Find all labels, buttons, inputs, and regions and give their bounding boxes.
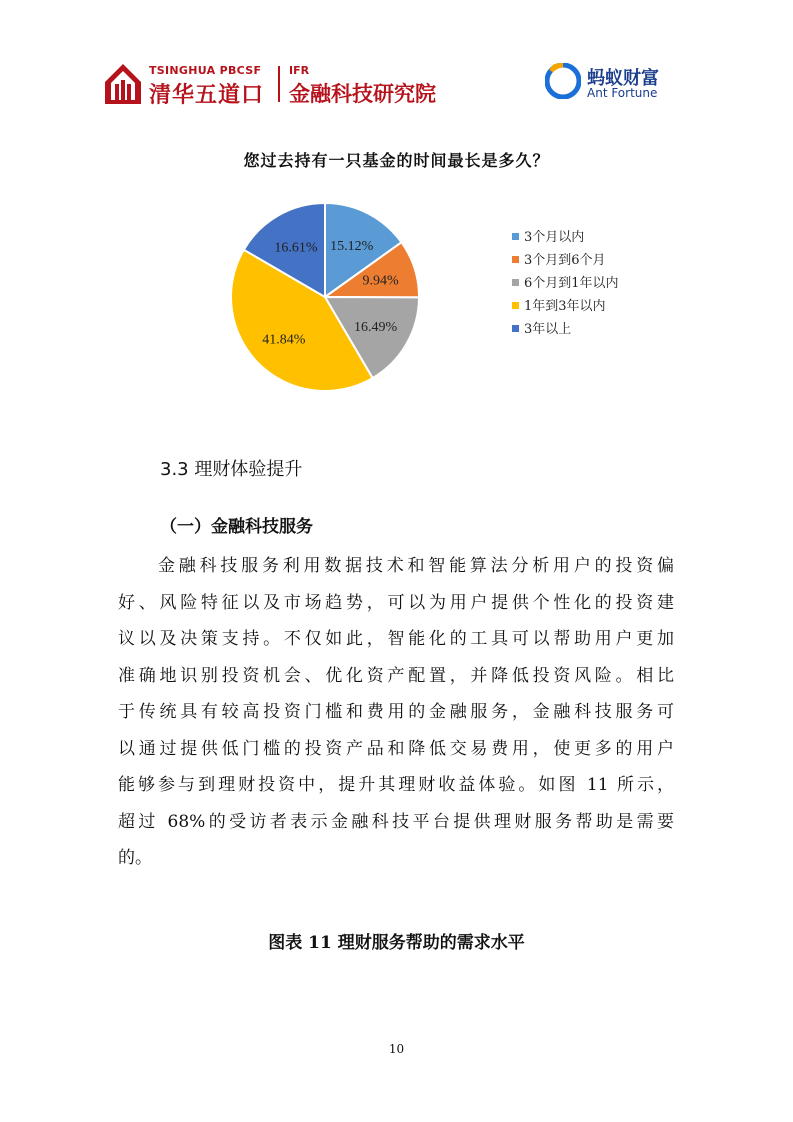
paragraph-line: 以通过提供低门槛的投资产品和降低交易费用，使更多的用户 [118, 738, 674, 759]
ant-fortune-en-name: Ant Fortune [587, 86, 658, 100]
chart-title: 您过去持有一只基金的时间最长是多久？ [243, 151, 550, 170]
legend-swatch [512, 279, 519, 286]
paragraph-line: 金融科技服务利用数据技术和智能算法分析用户的投资偏 [158, 556, 674, 576]
pie-slice-label: 9.94% [362, 273, 399, 289]
paragraph-line: 准确地识别投资机会、优化资产配置，并降低投资风险。相比 [118, 665, 674, 686]
body-paragraph [118, 548, 674, 877]
ant-fortune-icon [545, 63, 581, 99]
page-number: 10 [388, 1042, 405, 1056]
figure-caption: 图表 11 理财服务帮助的需求水平 [268, 933, 525, 953]
paragraph-line: 能够参与到理财投资中，提升其理财收益体验。如图 11 所示， [118, 775, 674, 795]
legend-swatch [512, 302, 519, 309]
paragraph-line: 于传统具有较高投资门槛和费用的金融服务，金融科技服务可 [118, 702, 674, 722]
legend-label: 1年到3年以内 [524, 299, 606, 314]
legend-label: 6个月到1年以内 [524, 276, 619, 291]
legend-swatch [512, 325, 519, 332]
tsinghua-emblem-icon [103, 62, 143, 106]
ant-fortune-logo [545, 60, 685, 105]
tsinghua-ifr-logo [103, 60, 448, 110]
paragraph-line: 超过 68%的受访者表示金融科技平台提供理财服务帮助是需要 [118, 811, 674, 832]
ant-fortune-cn-name: 蚂蚁财富 [587, 68, 659, 89]
subsection-title: （一）金融科技服务 [160, 517, 313, 537]
section-title: 3.3 理财体验提升 [160, 459, 303, 480]
paragraph-line: 议以及决策支持。不仅如此，智能化的工具可以帮助用户更加 [118, 629, 674, 649]
pie-chart [200, 190, 660, 410]
logo-divider [278, 66, 280, 102]
paragraph-line: 好、风险特征以及市场趋势，可以为用户提供个性化的投资建 [118, 592, 674, 613]
pie-slice-label: 16.61% [274, 240, 318, 256]
page-header [0, 0, 793, 120]
tsinghua-cn-name: 清华五道口 [149, 83, 265, 108]
paragraph-line: 的。 [118, 848, 152, 868]
ifr-en-name: IFR [289, 64, 310, 77]
legend-label: 3个月到6个月 [524, 253, 606, 268]
pie-slice-label: 15.12% [330, 239, 374, 255]
legend-label: 3个月以内 [524, 230, 585, 245]
tsinghua-en-name: TSINGHUA PBCSF [149, 64, 262, 77]
pie-slice-label: 16.49% [353, 320, 398, 336]
pie-slice-label: 41.84% [262, 332, 306, 348]
legend-swatch [512, 233, 519, 240]
legend-label: 3年以上 [524, 322, 572, 337]
ifr-cn-name: 金融科技研究院 [289, 82, 436, 106]
legend-swatch [512, 256, 519, 263]
